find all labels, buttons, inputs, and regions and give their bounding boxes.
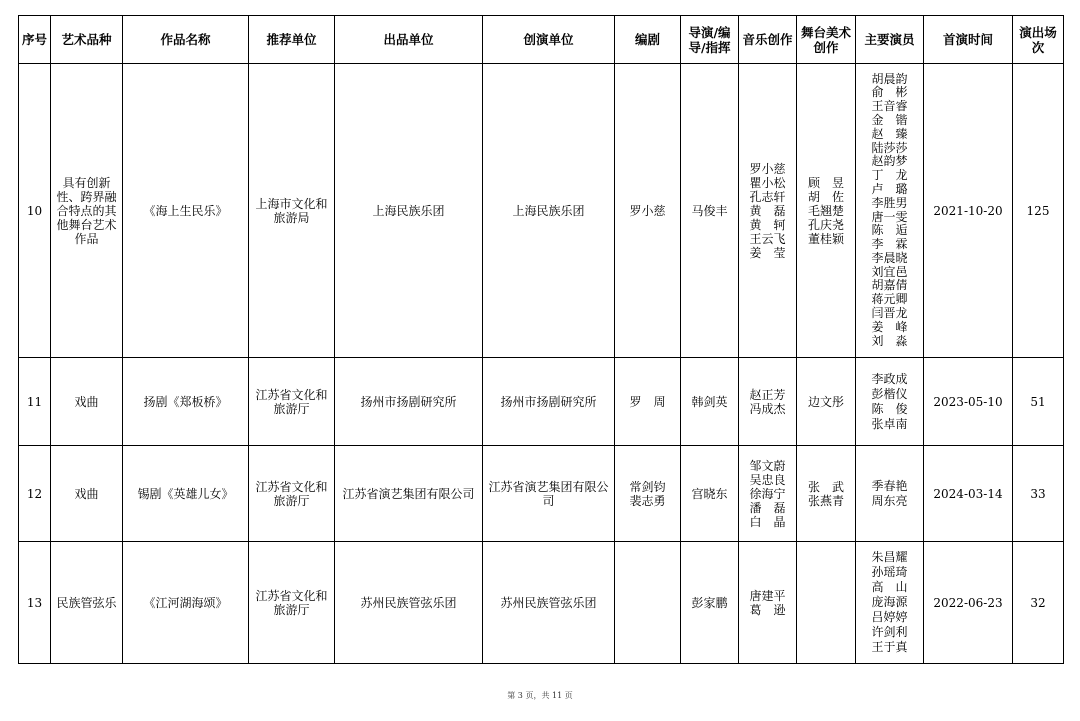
cell-premiere: 2024-03-14: [924, 446, 1013, 542]
person-name: 吴忠良: [749, 472, 786, 487]
cell-director: [681, 64, 739, 358]
table-row: [19, 446, 1064, 542]
person-name: 罗小慈: [749, 161, 786, 176]
person-name: 黄 磊: [749, 203, 786, 218]
cell-director: [681, 542, 739, 664]
person-name: 孔志轩: [749, 189, 786, 204]
person-name: 唐一雯: [871, 209, 908, 224]
cell-shows: 33: [1013, 446, 1064, 542]
person-name: 李 霖: [871, 237, 908, 252]
person-name: 胡晨韵: [871, 71, 908, 86]
cell-recommender: 江苏省文化和旅游厅: [249, 446, 335, 542]
person-name: 胡嘉倩: [871, 278, 908, 293]
cell-title: 《海上生民乐》: [123, 64, 249, 358]
works-table: [18, 15, 1064, 664]
person-name: 姜 莹: [749, 245, 786, 260]
person-name: 陈 逅: [871, 223, 908, 238]
person-name: 马俊丰: [691, 203, 728, 218]
cell-shows: 125: [1013, 64, 1064, 358]
person-name: 白 晶: [749, 514, 786, 529]
cell-director: [681, 446, 739, 542]
person-name: 刘宜邑: [871, 264, 908, 279]
person-name: 李政成: [871, 371, 908, 386]
cell-creator: 江苏省演艺集团有限公司: [483, 446, 615, 542]
person-name: 金 锴: [871, 112, 908, 127]
person-name: 赵正芳: [749, 387, 786, 402]
cell-recommender: 江苏省文化和旅游厅: [249, 358, 335, 446]
person-name: 瞿小松: [749, 175, 786, 190]
cell-producer: 江苏省演艺集团有限公司: [335, 446, 483, 542]
cell-premiere: 2022-06-23: [924, 542, 1013, 664]
cell-title: 《江河湖海颂》: [123, 542, 249, 664]
cell-stage: [797, 542, 856, 664]
cell-producer: 苏州民族管弦乐团: [335, 542, 483, 664]
person-name: 卢 璐: [871, 181, 908, 196]
table-row: [19, 358, 1064, 446]
cell-category: 具有创新性、跨界融合特点的其他舞台艺术作品: [51, 64, 123, 358]
cell-music: [739, 446, 797, 542]
person-name: 陆莎莎: [871, 140, 908, 155]
cell-actors: [856, 542, 924, 664]
cell-no: 11: [19, 358, 51, 446]
person-name: 季春艳: [871, 478, 908, 493]
cell-stage: [797, 446, 856, 542]
cell-director: [681, 358, 739, 446]
header-stage: 舞台美术创作: [797, 16, 856, 64]
cell-shows: 51: [1013, 358, 1064, 446]
cell-writer: [615, 542, 681, 664]
person-name: 张卓南: [871, 416, 908, 431]
person-name: 王云飞: [749, 231, 786, 246]
cell-category: 戏曲: [51, 446, 123, 542]
cell-music: [739, 542, 797, 664]
person-name: 宫晓东: [691, 486, 728, 501]
person-name: 裴志勇: [629, 493, 666, 508]
header-category: 艺术品种: [51, 16, 123, 64]
person-name: 张燕青: [807, 493, 844, 508]
person-name: 赵 臻: [871, 126, 908, 141]
person-name: 葛 逊: [749, 602, 786, 617]
cell-producer: 上海民族乐团: [335, 64, 483, 358]
header-producer: 出品单位: [335, 16, 483, 64]
cell-stage: [797, 64, 856, 358]
person-name: 李晨晓: [871, 250, 908, 265]
cell-creator: 苏州民族管弦乐团: [483, 542, 615, 664]
cell-creator: 上海民族乐团: [483, 64, 615, 358]
cell-writer: [615, 64, 681, 358]
cell-actors: [856, 358, 924, 446]
cell-music: [739, 358, 797, 446]
header-row: [19, 16, 1064, 64]
person-name: 罗小慈: [629, 203, 666, 218]
person-name: 丁 龙: [871, 168, 908, 183]
person-name: 高 山: [871, 580, 908, 594]
cell-actors: [856, 64, 924, 358]
person-name: 李胜男: [871, 195, 908, 210]
cell-actors: [856, 446, 924, 542]
header-premiere: 首演时间: [924, 16, 1013, 64]
person-name: 顾 昱: [807, 175, 844, 190]
person-name: 陈 俊: [871, 401, 908, 416]
person-name: 蒋元卿: [871, 292, 908, 307]
person-name: 孙瑶琦: [871, 565, 908, 579]
person-name: 毛翘楚: [807, 203, 844, 218]
person-name: 邹文蔚: [749, 458, 786, 473]
person-name: 潘 磊: [749, 500, 786, 515]
person-name: 边文彤: [807, 394, 844, 409]
person-name: 冯成杰: [749, 401, 786, 416]
person-name: 庞海源: [871, 595, 908, 609]
person-name: 许剑利: [871, 625, 908, 639]
header-music: 音乐创作: [739, 16, 797, 64]
person-name: 周东亮: [871, 493, 908, 508]
person-name: 刘 淼: [871, 333, 908, 348]
person-name: 胡 佐: [807, 189, 844, 204]
page-footer: 第 3 页，共 11 页: [507, 691, 573, 700]
header-shows: 演出场次: [1013, 16, 1064, 64]
cell-premiere: 2021-10-20: [924, 64, 1013, 358]
person-name: 吕婷婷: [871, 610, 908, 624]
cell-shows: 32: [1013, 542, 1064, 664]
header-title: 作品名称: [123, 16, 249, 64]
cell-creator: 扬州市扬剧研究所: [483, 358, 615, 446]
cell-no: 13: [19, 542, 51, 664]
header-no: 序号: [19, 16, 51, 64]
person-name: 彭楷仪: [871, 386, 908, 401]
cell-recommender: 上海市文化和旅游局: [249, 64, 335, 358]
cell-category: 戏曲: [51, 358, 123, 446]
person-name: 朱昌耀: [871, 550, 908, 564]
header-recommender: 推荐单位: [249, 16, 335, 64]
cell-writer: [615, 358, 681, 446]
person-name: 闫晋龙: [871, 306, 908, 321]
header-actors: 主要演员: [856, 16, 924, 64]
cell-producer: 扬州市扬剧研究所: [335, 358, 483, 446]
person-name: 王音睿: [871, 99, 908, 114]
cell-recommender: 江苏省文化和旅游厅: [249, 542, 335, 664]
cell-premiere: 2023-05-10: [924, 358, 1013, 446]
header-writer: 编剧: [615, 16, 681, 64]
person-name: 董桂颖: [807, 231, 844, 246]
table-row: [19, 542, 1064, 664]
cell-title: 锡剧《英雄儿女》: [123, 446, 249, 542]
person-name: 韩剑英: [691, 394, 728, 409]
person-name: 罗 周: [629, 394, 666, 409]
person-name: 徐海宁: [749, 486, 786, 501]
table-row: [19, 64, 1064, 358]
person-name: 王于真: [871, 640, 908, 654]
person-name: 唐建平: [749, 588, 786, 603]
cell-title: 扬剧《郑板桥》: [123, 358, 249, 446]
person-name: 彭家鹏: [691, 595, 728, 610]
cell-writer: [615, 446, 681, 542]
cell-no: 10: [19, 64, 51, 358]
person-name: 张 武: [807, 479, 844, 494]
header-director: 导演/编导/指挥: [681, 16, 739, 64]
person-name: 赵韵梦: [871, 154, 908, 169]
cell-no: 12: [19, 446, 51, 542]
cell-stage: [797, 358, 856, 446]
cell-music: [739, 64, 797, 358]
person-name: 常剑钧: [629, 479, 666, 494]
person-name: 黄 轲: [749, 217, 786, 232]
person-name: 俞 彬: [871, 85, 908, 100]
person-name: 孔庆尧: [807, 217, 844, 232]
header-creator: 创演单位: [483, 16, 615, 64]
cell-category: 民族管弦乐: [51, 542, 123, 664]
person-name: 姜 峰: [871, 319, 908, 334]
